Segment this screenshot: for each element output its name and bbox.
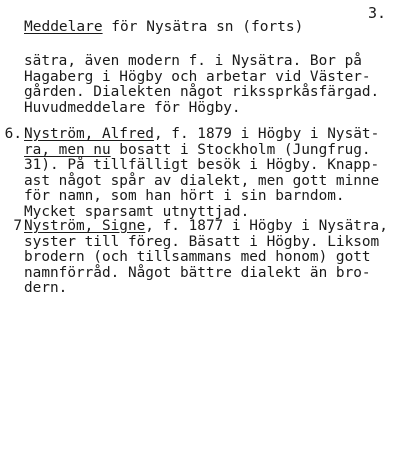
entry-line: gården. Dialekten något rikssprkåsfärgad. <box>24 84 380 101</box>
entry-continuation <box>24 54 400 116</box>
entry-informant-6 <box>4 126 400 221</box>
entry-line: namnförråd. Något bättre dialekt än bro- <box>24 264 371 281</box>
entry-line: 31). På tillfälligt besök i Högby. Knapp- <box>24 157 380 174</box>
entry-line: Nyström, Signe, f. 1877 i Högby i Nysätra, <box>24 218 388 234</box>
entry-line: Hagaberg i Högby och arbetar vid Väster- <box>24 68 371 85</box>
entry-line: ra, men nu bosatt i Stockholm (Jungfrug. <box>24 141 371 158</box>
entry-number: 7 <box>13 218 22 234</box>
entry-line: ast något spår av dialekt, men gott minne <box>24 172 380 189</box>
heading-rest: för Nysätra sn (forts) <box>102 19 304 35</box>
entry-line: syster till föreg. Bäsatt i Högby. Liksom <box>24 233 380 250</box>
entry-line: sätra, även modern f. i Nysätra. Bor på <box>24 53 362 69</box>
entry-line: dern. <box>24 280 68 297</box>
entry-line: brodern (och tillsammans med honom) gott <box>24 249 371 266</box>
heading-underlined-title: Meddelare <box>24 19 103 35</box>
entry-line: för namn, som han hört i sin barndom. <box>24 188 345 205</box>
page-number: 3. <box>368 4 387 22</box>
entry-informant-7 <box>13 218 400 297</box>
card-heading <box>24 18 303 36</box>
entry-line: Mycket sparsamt utnyttjad. <box>24 203 250 220</box>
entry-line: Huvudmeddelare för Högby. <box>24 99 241 116</box>
underlined-text: ra, men nu <box>24 141 111 158</box>
entry-number: 6. <box>4 126 22 142</box>
entry-line: Nyström, Alfred, f. 1879 i Högby i Nysät- <box>24 126 380 142</box>
informant-name: Nyström, Signe <box>24 218 146 234</box>
informant-name: Nyström, Alfred <box>24 126 154 142</box>
